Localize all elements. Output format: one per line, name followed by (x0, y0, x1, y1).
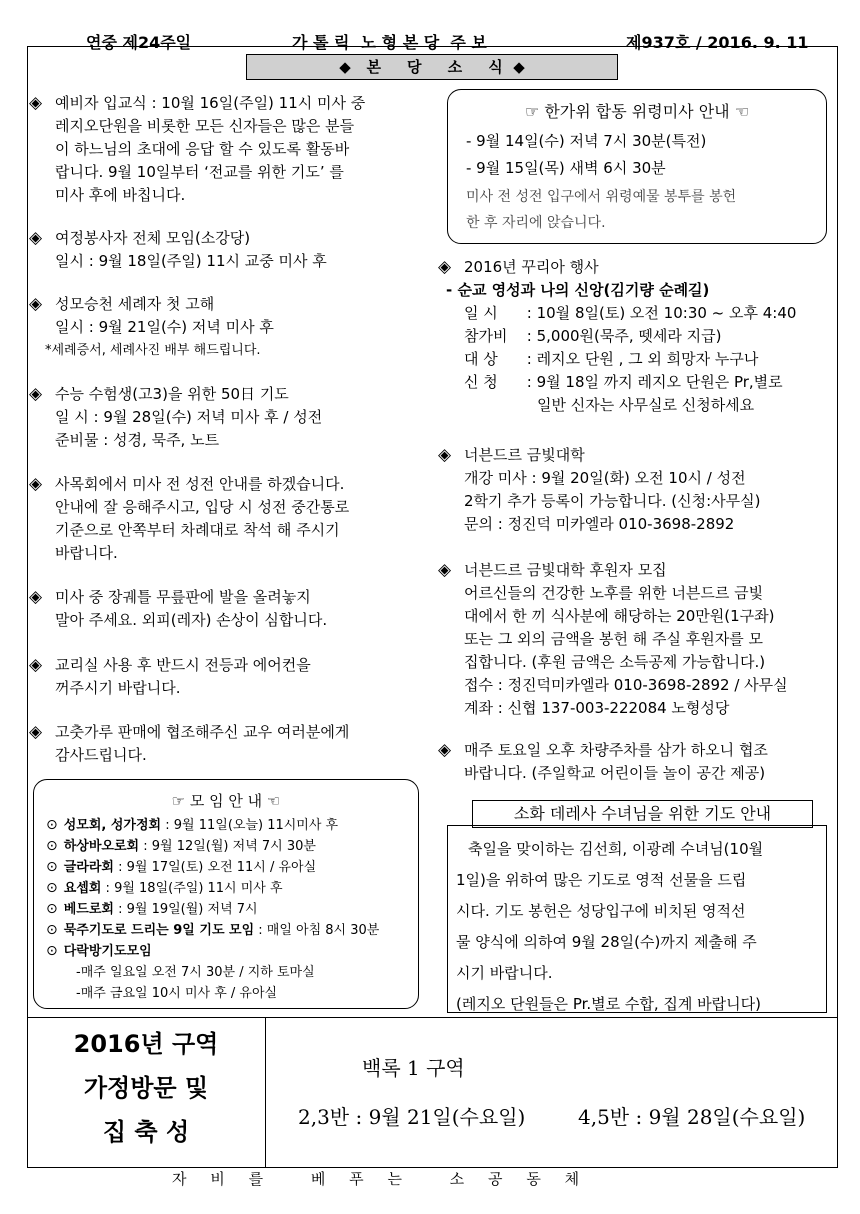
memorial-line: - 9월 15일(목) 새벽 6시 30분 (466, 159, 666, 177)
diamond-bullet-icon: ◈ (29, 228, 43, 248)
meeting-item (46, 815, 418, 836)
sponsor-line: 또는 그 외의 금액을 봉헌 해 주실 후원자를 모 (464, 630, 763, 648)
meeting-name: 베드로회 (63, 902, 114, 917)
visit-title-line: 가정방문 및 (83, 1074, 209, 1102)
cursillo-key: 참가비 (464, 327, 508, 345)
footer-motto: 자 비 를 베 푸 는 소 공 동 체 (172, 1170, 580, 1188)
visit-title-line: 2016년 구역 (73, 1030, 219, 1058)
memorial-line: - 9월 14일(수) 저녁 7시 30분(특전) (466, 132, 707, 150)
sponsor-section (438, 559, 788, 720)
prayer-text (456, 834, 824, 1020)
memorial-desc: 한 후 자리에 앉습니다. (466, 215, 606, 231)
diamond-bullet-icon: ◈ (438, 445, 452, 465)
circle-dot-icon: ⊙ (46, 880, 58, 896)
prayer-line: (레지오 단원들은 Pr.별로 수합, 집계 바랍니다) (456, 995, 761, 1013)
notice-line: 성모승천 세례자 첫 고해 (55, 295, 215, 313)
bulletin-issue: 제937호 / 2016. 9. 11 (626, 33, 809, 52)
prayer-title: 소화 데레사 수녀님을 위한 기도 안내 (513, 804, 772, 823)
cursillo-value: 5,000원(묵주, 뗏세라 지급) (536, 327, 722, 345)
diamond-bullet-icon: ◈ (438, 740, 452, 760)
saturday-line: 매주 토요일 오후 차량주차를 삼가 하오니 협조 (464, 741, 768, 759)
meeting-time: : 9월 17일(토) 오전 11시 / 유아실 (113, 860, 317, 875)
diamond-bullet-icon: ◈ (438, 560, 452, 580)
meeting-item (46, 941, 418, 962)
cursillo-row (464, 348, 796, 371)
meeting-time: : 9월 11일(오늘) 11시미사 후 (161, 818, 339, 833)
notice-line: 준비물 : 성경, 묵주, 노트 (55, 431, 220, 449)
prayer-line: 시다. 기도 봉헌은 성당입구에 비치된 영적선 (456, 902, 746, 920)
news-banner: ◆ 본 당 소 식 ◆ (246, 54, 618, 80)
memorial-box (447, 89, 827, 244)
notice-line: 기준으로 안쪽부터 차례대로 착석 해 주시기 (55, 521, 340, 539)
meeting-item (46, 878, 418, 899)
meeting-name: 성모회, 성가정회 (63, 818, 162, 833)
meeting-item (46, 836, 418, 857)
visit-title-line: 집 축 성 (102, 1118, 190, 1146)
visit-title (27, 1022, 265, 1154)
meeting-sub-item: -매주 금요일 10시 미사 후 / 유아실 (76, 986, 278, 1001)
prayer-title-box (472, 800, 813, 828)
diamond-bullet-icon: ◈ (29, 294, 43, 314)
notice-item (29, 92, 366, 207)
diamond-bullet-icon: ◈ (29, 587, 43, 607)
cursillo-details (464, 302, 796, 394)
visit-date-1: 2,3반 : 9월 21일(수요일) (298, 1105, 526, 1129)
notice-item (29, 383, 323, 452)
notice-line: 일 시 : 9월 28일(수) 저녁 미사 후 / 성전 (55, 408, 323, 426)
univ-line: 개강 미사 : 9월 20일(화) 오전 10시 / 성전 (464, 469, 746, 487)
bottom-divider (27, 1017, 838, 1018)
sponsor-line: 접수 : 정진덕미카엘라 010-3698-2892 / 사무실 (464, 676, 788, 694)
notice-item (29, 654, 311, 700)
meeting-item (46, 920, 418, 941)
cursillo-subtitle: - 순교 영성과 나의 신앙(김기량 순례길) (446, 281, 710, 299)
cursillo-title: 2016년 꾸리아 행사 (464, 258, 599, 276)
meeting-name: 글라라회 (63, 860, 114, 875)
notice-item (29, 586, 328, 632)
bulletin-week: 연중 제24주일 (86, 33, 192, 52)
circle-dot-icon: ⊙ (46, 859, 58, 875)
meetings-list (46, 815, 418, 1004)
cursillo-row (464, 302, 796, 325)
notice-line: 감사드립니다. (55, 746, 147, 764)
prayer-line: 축일을 맞이하는 김선희, 이광례 수녀님(10월 (468, 840, 764, 858)
cursillo-key: 신 청 (464, 373, 498, 391)
memorial-title: ☞ 한가위 합동 위령미사 안내 ☜ (524, 102, 750, 121)
meeting-time: : 매일 아침 8시 30분 (254, 923, 380, 938)
meeting-item (46, 857, 418, 878)
circle-dot-icon: ⊙ (46, 922, 58, 938)
meeting-name: 묵주기도로 드리는 9일 기도 모임 (63, 923, 255, 938)
prayer-line: 시기 바랍니다. (456, 964, 553, 982)
univ-line: 문의 : 정진덕 미카엘라 010-3698-2892 (464, 515, 735, 533)
notice-item (29, 227, 327, 273)
meeting-time: : 9월 19일(월) 저녁 7시 (113, 902, 258, 917)
meeting-name: 하상바오로회 (63, 839, 140, 854)
cursillo-key: 일 시 (464, 304, 498, 322)
notice-line: 바랍니다. (55, 544, 118, 562)
meeting-sub-item: -매주 일요일 오전 7시 30분 / 지하 토마실 (76, 965, 315, 980)
notice-line: 일시 : 9월 18일(주일) 11시 교중 미사 후 (55, 252, 327, 270)
notice-line: 레지오단원을 비롯한 모든 신자들은 많은 분들 (55, 117, 355, 135)
sponsor-line: 집합니다. (후원 금액은 소득공제 가능합니다.) (464, 653, 766, 671)
circle-dot-icon: ⊙ (46, 901, 58, 917)
diamond-bullet-icon: ◈ (438, 257, 452, 277)
sponsor-lines (464, 582, 788, 720)
diamond-bullet-icon: ◈ (29, 474, 43, 494)
cursillo-row (464, 325, 796, 348)
meeting-name: 다락방기도모임 (63, 944, 152, 959)
notice-item (29, 473, 350, 565)
notice-line: 일시 : 9월 21일(수) 저녁 미사 후 (55, 318, 274, 336)
circle-dot-icon: ⊙ (46, 838, 58, 854)
cursillo-value: 10월 8일(토) 오전 10:30 ~ 오후 4:40 (536, 304, 797, 322)
notice-line: 꺼주시기 바랍니다. (55, 679, 181, 697)
notice-line: 미사 후에 바칩니다. (55, 186, 186, 204)
saturday-section (438, 739, 768, 785)
visit-district: 백록 1 구역 (362, 1056, 465, 1080)
cursillo-value: 레지오 단원 , 그 외 희망자 누구나 (536, 350, 759, 368)
prayer-line: 1일)을 위하여 많은 기도로 영적 선물을 드립 (456, 871, 747, 889)
univ-section (438, 444, 761, 536)
meeting-time: : 9월 18일(주일) 11시 미사 후 (101, 881, 283, 896)
univ-line: 2학기 추가 등록이 가능합니다. (신청:사무실) (464, 492, 761, 510)
notice-line: 수능 수험생(고3)을 위한 50日 기도 (55, 385, 289, 403)
notice-line: 미사 중 장궤틀 무릎판에 발을 올려놓지 (55, 588, 311, 606)
notice-note: *세례증서, 세례사진 배부 해드립니다. (45, 343, 261, 358)
diamond-bullet-icon: ◈ (29, 93, 43, 113)
prayer-line: 물 양식에 의하여 9월 28일(수)까지 제출해 주 (456, 933, 757, 951)
notice-line: 랍니다. 9월 10일부터 ‘전교를 위한 기도’ 를 (55, 163, 344, 181)
colon-separator: : (522, 304, 537, 322)
cursillo-last: 일반 신자는 사무실로 신청하세요 (537, 396, 755, 414)
sponsor-line: 계좌 : 신협 137-003-222084 노형성당 (464, 699, 730, 717)
notice-line: 말아 주세요. 외피(레자) 손상이 심합니다. (55, 611, 328, 629)
colon-separator: : (522, 373, 537, 391)
colon-separator: : (522, 327, 537, 345)
meetings-title: ☞ 모 임 안 내 ☜ (171, 792, 281, 810)
diamond-bullet-icon: ◈ (29, 722, 43, 742)
meeting-item (46, 899, 418, 920)
circle-dot-icon: ⊙ (46, 817, 58, 833)
sponsor-line: 어르신들의 건강한 노후를 위한 너븐드르 금빛 (464, 584, 764, 602)
diamond-bullet-icon: ◈ (29, 655, 43, 675)
meetings-box (33, 779, 419, 1009)
visit-date-2: 4,5반 : 9월 28일(수요일) (578, 1105, 806, 1129)
notice-line: 안내에 잘 응해주시고, 입당 시 성전 중간통로 (55, 498, 350, 516)
notice-line: 교리실 사용 후 반드시 전등과 에어컨을 (55, 656, 311, 674)
notice-item (29, 293, 274, 362)
bottom-vertical-divider (265, 1017, 266, 1167)
saturday-line: 바랍니다. (주일학교 어린이들 놀이 공간 제공) (464, 764, 766, 782)
notice-line: 사목회에서 미사 전 성전 안내를 하겠습니다. (55, 475, 345, 493)
cursillo-section (438, 256, 797, 417)
circle-dot-icon: ⊙ (46, 943, 58, 959)
sponsor-title: 너븐드르 금빛대학 후원자 모집 (464, 561, 667, 579)
meeting-time: : 9월 12일(월) 저녁 7시 30분 (139, 839, 316, 854)
cursillo-row (464, 371, 796, 394)
notice-line: 이 하느님의 초대에 응답 할 수 있도록 활동바 (55, 140, 350, 158)
notice-line: 예비자 입교식 : 10월 16일(주일) 11시 미사 중 (55, 94, 366, 112)
cursillo-value: 9월 18일 까지 레지오 단원은 Pr,별로 (536, 373, 783, 391)
sponsor-line: 대에서 한 끼 식사분에 해당하는 20만원(1구좌) (464, 607, 775, 625)
cursillo-key: 대 상 (464, 350, 498, 368)
notice-item (29, 721, 350, 767)
meeting-name: 요셉회 (63, 881, 102, 896)
diamond-bullet-icon: ◈ (29, 384, 43, 404)
memorial-desc: 미사 전 성전 입구에서 위령예물 봉투를 봉헌 (466, 189, 737, 205)
univ-title: 너븐드르 금빛대학 (464, 446, 585, 464)
bulletin-title: 가 톨 릭 노 형 본 당 주 보 (292, 33, 487, 52)
notice-line: 고춧가루 판매에 협조해주신 교우 여러분에게 (55, 723, 350, 741)
notice-line: 여정봉사자 전체 모임(소강당) (55, 229, 251, 247)
colon-separator: : (522, 350, 537, 368)
